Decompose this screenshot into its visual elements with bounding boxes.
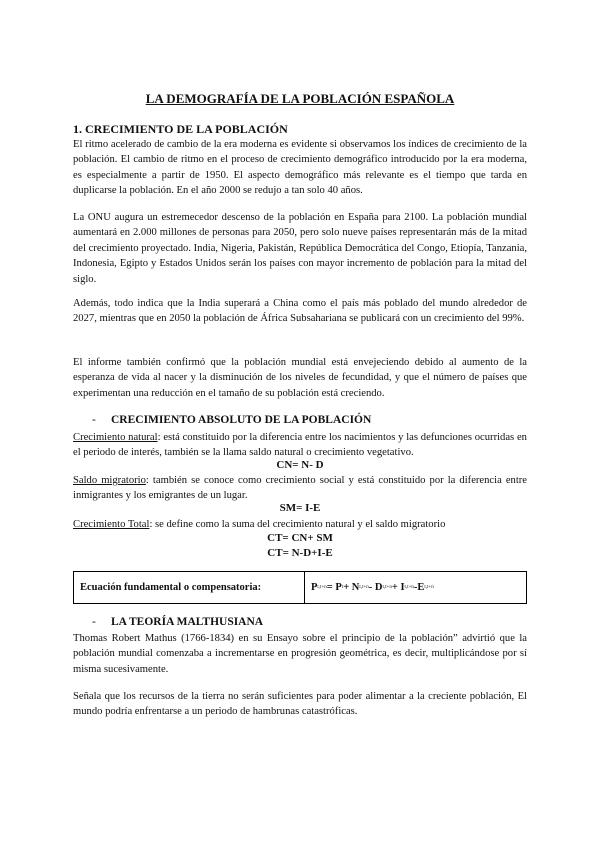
formula-cn: CN= N- D xyxy=(276,459,324,471)
bullet-dash: - xyxy=(92,616,96,628)
subheading-teoria-malthusiana xyxy=(92,616,263,628)
paragraph-crecimiento-natural xyxy=(73,430,527,461)
equation-formula: P t,t+n = P t + N t,t+n - D t,t+n + I t,t+n -E t,t+n xyxy=(311,582,434,593)
paragraph-crecimiento-total xyxy=(73,517,527,532)
subheading-crecimiento-absoluto xyxy=(92,414,371,426)
paragraph-india: Además, todo indica que la India superará a China como el país más poblado del mundo alrededor de 2027, mientras que en 2050 la población de África Subsahariana se publicará con un crecimiento del 99%. xyxy=(73,298,527,325)
equation-table xyxy=(73,571,527,604)
formula-ct-2: CT= N-D+I-E xyxy=(267,547,333,559)
equation-label: Ecuación fundamental o compensatoria: xyxy=(74,572,305,603)
section-heading-crecimiento: 1. CRECIMIENTO DE LA POBLACIÓN xyxy=(73,122,288,136)
paragraph-malthus: Thomas Robert Mathus (1766-1834) en su Ensayo sobre el principio de la población” advirtió que la población mundial comenzaba a incrementarse en progresión geométrica, es decir, multiplicándose por sí misma sucesivamente. xyxy=(73,633,527,675)
subheading-text: CRECIMIENTO ABSOLUTO DE LA POBLACIÓN xyxy=(111,414,372,426)
page-title: LA DEMOGRAFÍA DE LA POBLACIÓN ESPAÑOLA xyxy=(145,91,455,106)
definition-crecimiento-total: : se define como la suma del crecimiento natural y el saldo migratorio xyxy=(149,519,446,530)
bullet-dash: - xyxy=(92,414,96,426)
paragraph-ritmo: El ritmo acelerado de cambio de la era moderna es evidente si observamos los índices de crecimiento de la población. El cambio de ritmo en el proceso de crecimiento demográfico introducido por la era moderna, es especialmente a partir de 1950. El aspecto demográfico más relevante es el tiempo que tarda en duplicarse la población. En el año 2000 se redujo a tan solo 40 años. xyxy=(73,139,527,197)
term-saldo-migratorio: Saldo migratorio xyxy=(73,475,146,486)
paragraph-recursos: Señala que los recursos de la tierra no serán suficientes para poder alimentar a la creciente población, El mundo podría enfrentarse a un periodo de hambrunas catastróficas. xyxy=(73,691,527,718)
definition-crecimiento-natural: : está constituido por la diferencia entre los nacimientos y las defunciones ocurridas en el periodo de interés, también se la llama saldo natural o crecimiento vegetativo. xyxy=(73,432,527,459)
formula-ct-1: CT= CN+ SM xyxy=(267,532,333,544)
paragraph-informe: El informe también confirmó que la población mundial está envejeciendo debido al aumento de la esperanza de vida al nacer y la disminución de los niveles de fecundidad, y que el número de países que experimentan una reducción en el tamaño de su población está creciendo. xyxy=(73,357,527,399)
definition-saldo-migratorio: : también se conoce como crecimiento social y está constituido por la diferencia entre inmigrantes y los emigrantes de un lugar. xyxy=(73,475,528,502)
term-crecimiento-total: Crecimiento Total xyxy=(73,519,150,530)
subheading-text: LA TEORÍA MALTHUSIANA xyxy=(111,616,264,628)
formula-sm: SM= I-E xyxy=(279,502,321,514)
paragraph-saldo-migratorio xyxy=(73,473,527,504)
term-crecimiento-natural: Crecimiento natural xyxy=(73,432,158,443)
paragraph-onu: La ONU augura un estremecedor descenso de la población en España para 2100. La población mundial aumentará en 2.000 millones de personas para 2050, pero solo nueve países representarán más de la mitad del crecimiento proyectado. India, Nigeria, Pakistán, República Democrática del Congo, Etiopía, Tanzania, Indonesia, Egipto y Estados Unidos serán los países con mayor incremento de población para la mitad del siglo. xyxy=(73,212,527,285)
